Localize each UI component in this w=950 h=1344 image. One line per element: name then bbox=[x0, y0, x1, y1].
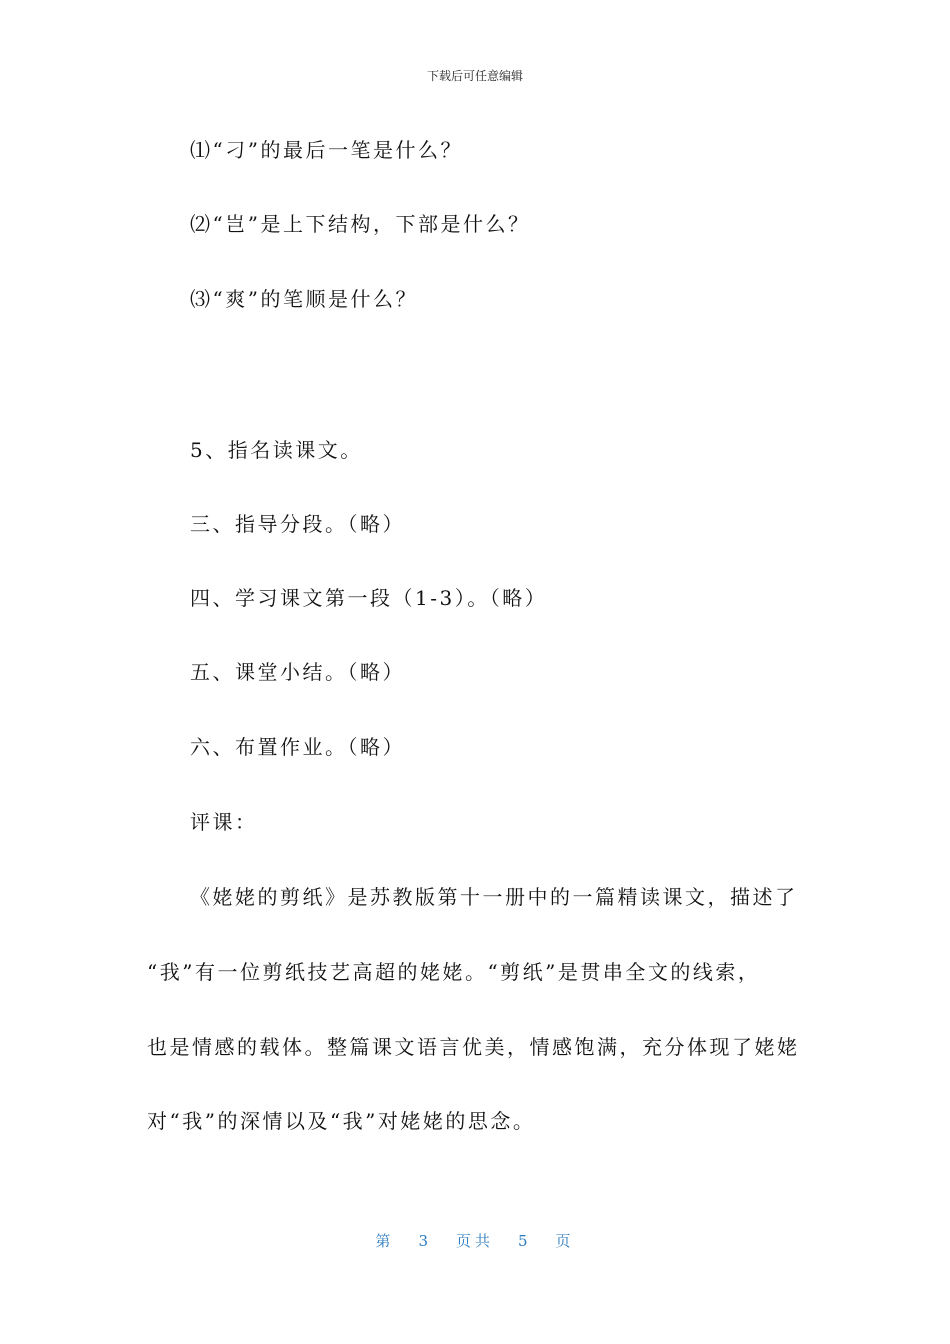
page-header: 下载后可任意编辑 bbox=[426, 69, 523, 83]
footer-prefix: 第 bbox=[375, 1232, 395, 1250]
review-line-2: “我”有一位剪纸技艺高超的姥姥。“剪纸”是贯串全文的线索， bbox=[147, 960, 761, 984]
page-footer bbox=[0, 1230, 950, 1251]
footer-total-pages: 5 bbox=[518, 1232, 532, 1250]
question-2: ⑵“岂”是上下结构，下部是什么？ bbox=[190, 212, 531, 236]
question-3: ⑶“爽”的笔顺是什么？ bbox=[190, 287, 418, 311]
step-summary: 五、课堂小结。（略） bbox=[190, 660, 405, 684]
review-line-3: 也是情感的载体。整篇课文语言优美，情感饱满，充分体现了姥姥 bbox=[147, 1035, 800, 1059]
step-read-text: 5、指名读课文。 bbox=[190, 438, 363, 462]
review-heading: 评课： bbox=[190, 810, 258, 834]
step-paragraphing: 三、指导分段。（略） bbox=[190, 512, 405, 536]
step-first-section: 四、学习课文第一段（1-3）。（略） bbox=[190, 586, 548, 610]
review-line-1: 《姥姥的剪纸》是苏教版第十一册中的一篇精读课文，描述了 bbox=[190, 885, 798, 909]
footer-mid: 页共 bbox=[455, 1232, 494, 1250]
review-line-4: 对“我”的深情以及“我”对姥姥的思念。 bbox=[147, 1109, 536, 1133]
footer-current-page: 3 bbox=[418, 1232, 432, 1250]
question-1: ⑴“刁”的最后一笔是什么？ bbox=[190, 138, 463, 162]
step-homework: 六、布置作业。（略） bbox=[190, 735, 405, 759]
footer-suffix: 页 bbox=[555, 1232, 575, 1250]
